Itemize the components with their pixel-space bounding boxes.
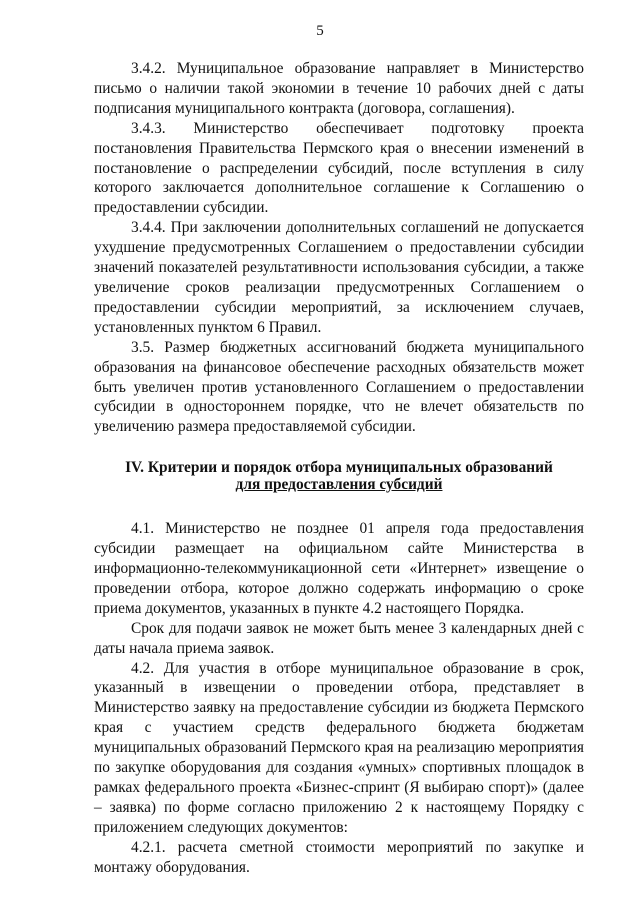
paragraph-3-5: 3.5. Размер бюджетных ассигнований бюджета муниципального образования на финансовое обеспечение расходных обязательств может быть увеличен против установленного Соглашением о предоставлении субсидии в одностороннем порядке, что не влечет обязательств по увеличению размера предоставляемой субсидии. <box>94 338 584 436</box>
section-heading <box>94 459 584 493</box>
paragraph-4-1: 4.1. Министерство не позднее 01 апреля года предоставления субсидии размещает на официальном сайте Министерства в информационно-телекоммуникационной сети «Интернет» извещение о проведении отбора, которое должно содержать информацию о сроке приема документов, указанных в пункте 4.2 настоящего Порядка. <box>94 520 584 617</box>
paragraph-3-4-3: 3.4.3. Министерство обеспечивает подготовку проекта постановления Правительства Пермского края о внесении изменений в постановление о распределении субсидий, после вступления в силу которого заключается дополнительное соглашение к Соглашению о предоставлении субсидии. <box>94 119 584 217</box>
paragraph-4-2-1: 4.2.1. расчета сметной стоимости мероприятий по закупке и монтажу оборудования. <box>94 838 584 876</box>
document-body <box>94 59 584 878</box>
paragraph-3-4-4: 3.4.4. При заключении дополнительных соглашений не допускается ухудшение предусмотренных Соглашением о предоставлении субсидии значений показателей результативности использования субсидии, а также увеличение сроков реализации предусмотренных Соглашением о предоставлении субсидии мероприятий, за исключением случаев, установленных пунктом 6 Правил. <box>94 219 584 336</box>
paragraph-deadline: Срок для подачи заявок не может быть менее 3 календарных дней с даты начала приема заявок. <box>94 619 584 657</box>
section-heading-line-1: IV. Критерии и порядок отбора муниципальных образований <box>125 459 553 477</box>
paragraph-3-4-2: 3.4.2. Муниципальное образование направляет в Министерство письмо о наличии такой экономии в течение 10 рабочих дней с даты подписания муниципального контракта (договора, соглашения). <box>94 60 584 117</box>
page-number: 5 <box>316 23 324 39</box>
section-heading-line-2: для предоставления субсидий <box>235 476 443 494</box>
paragraph-4-2: 4.2. Для участия в отборе муниципальное образование в срок, указанный в извещении о проведении отбора, представляет в Министерство заявку на предоставление субсидии из бюджета Пермского края с участием средств федерального бюджета бюджетам муниципальных образований Пермского края на реализацию мероприятия по закупке оборудования для создания «умных» спортивных площадок в рамках федерального проекта «Бизнес-спринт (Я выбираю спорт)» (далее – заявка) по форме согласно приложению 2 к настоящему Порядку с приложением следующих документов: <box>94 659 584 836</box>
